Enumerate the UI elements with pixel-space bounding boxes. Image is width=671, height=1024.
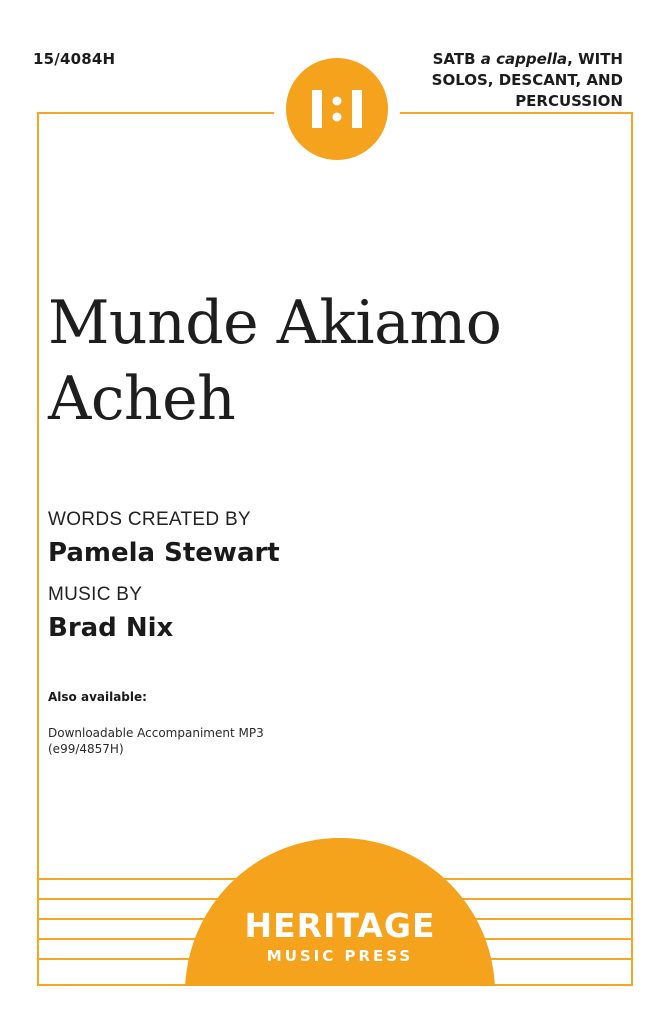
lyricist-name: Pamela Stewart [48, 538, 280, 568]
also-available-code: (e99/4857H) [48, 742, 124, 756]
publisher-subtitle: MUSIC PRESS [266, 947, 414, 965]
publisher-name: HERITAGE [244, 906, 436, 945]
title-line-2: Acheh [48, 364, 236, 434]
also-available-label: Also available: [48, 690, 147, 704]
title-line-1: Munde Akiamo [48, 288, 502, 358]
voicing-line-3: PERCUSSION [515, 92, 623, 110]
catalog-number: 15/4084H [33, 50, 116, 68]
voicing-line-2: SOLOS, DESCANT, AND [431, 71, 623, 89]
voicing-suffix: , WITH [567, 50, 623, 68]
music-label: MUSIC BY [48, 584, 143, 605]
composer-name: Brad Nix [48, 613, 174, 643]
words-label: WORDS CREATED BY [48, 509, 251, 530]
voicing-italic: a cappella [480, 50, 568, 68]
also-available-item: Downloadable Accompaniment MP3 [48, 726, 264, 740]
voicing-prefix: SATB [432, 50, 481, 68]
